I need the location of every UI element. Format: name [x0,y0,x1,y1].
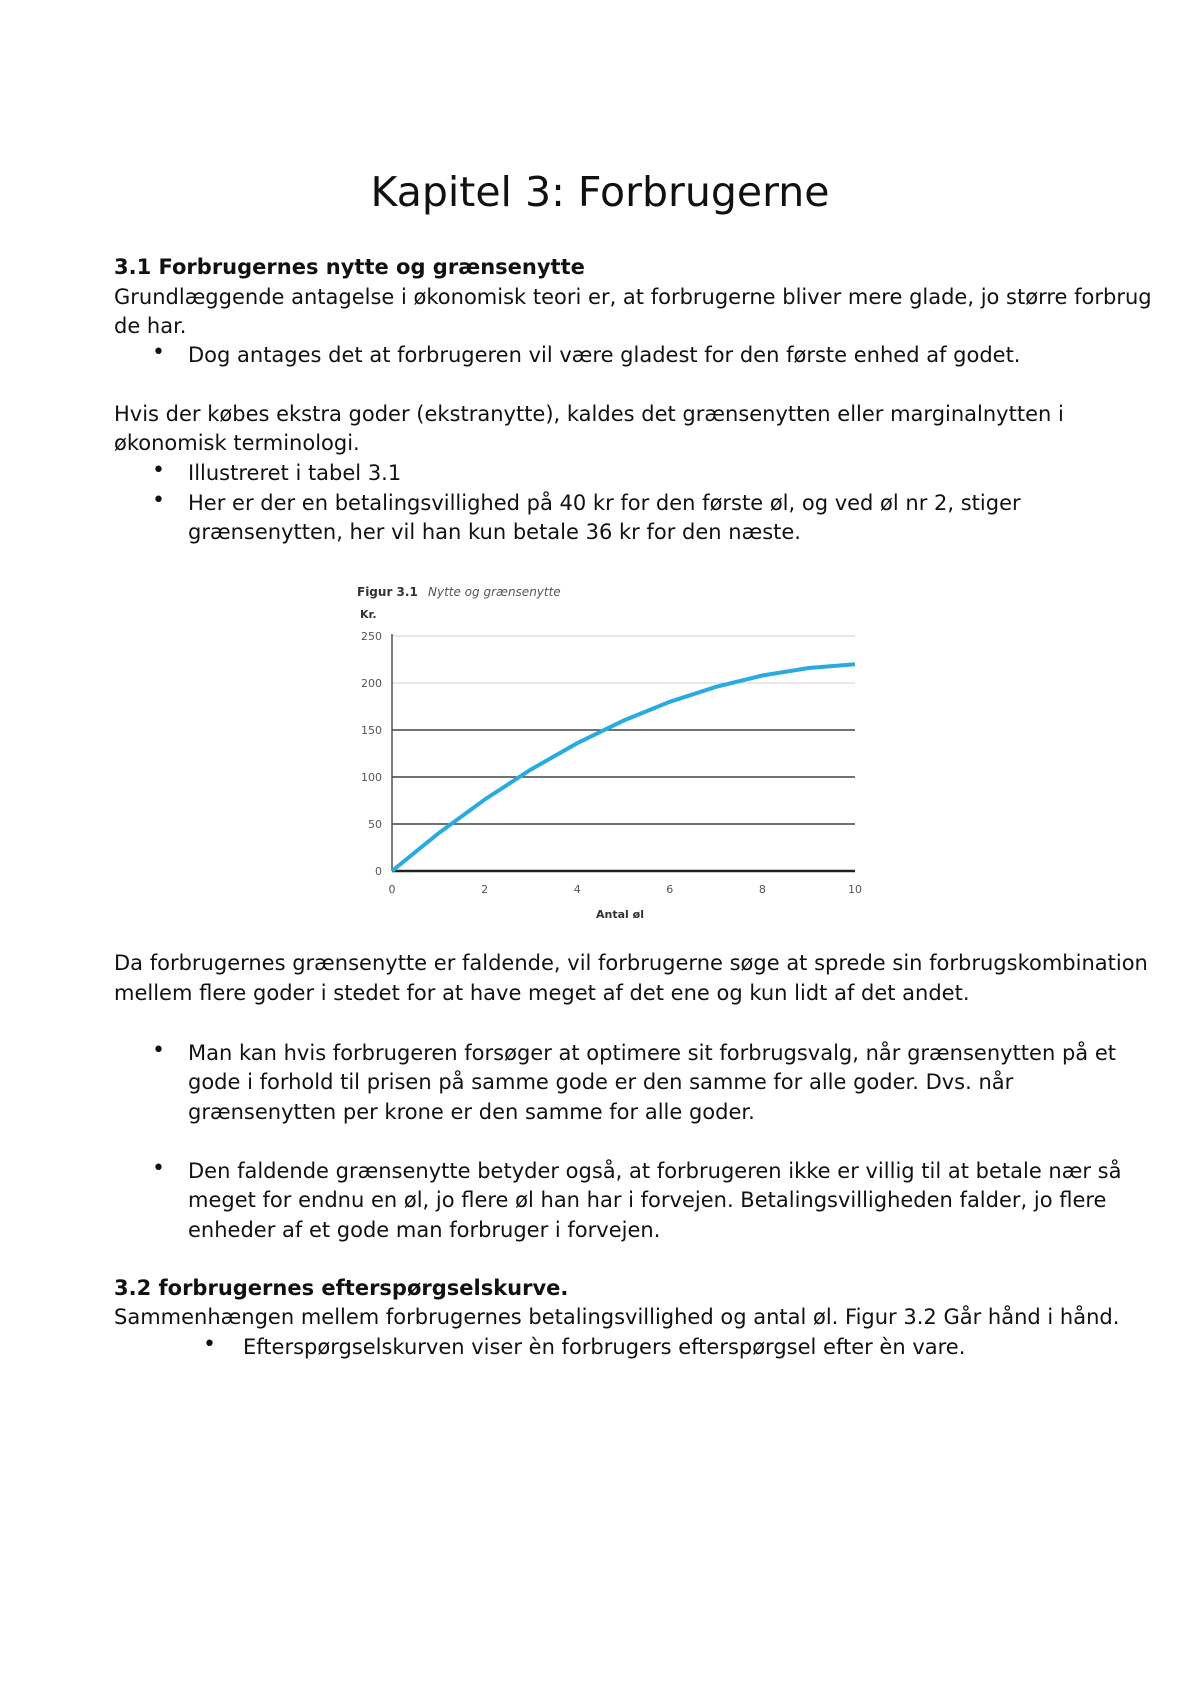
y-tick-label: 200 [361,677,382,690]
bullet-text: enheder af et gode man forbruger i forvejen. [188,1218,661,1242]
bullet-text: Dog antages det at forbrugeren vil være gladest for den første enhed af godet. [188,343,1021,367]
paragraph-line: de har. [114,314,187,338]
chart-subtitle: Nytte og grænsenytte [428,585,561,599]
bullet-icon: • [152,458,165,483]
x-tick-label: 0 [388,883,396,896]
y-tick-label: 0 [375,865,382,878]
paragraph-line: økonomisk terminologi. [114,431,360,455]
x-tick-label: 8 [758,883,766,896]
bullet-text: grænsenytten, her vil han kun betale 36 kr for den næste. [188,520,801,544]
paragraph-line: Da forbrugernes grænsenytte er faldende, vil forbrugerne søge at sprede sin forbrugskombination [114,951,1148,975]
section-heading-3-2: 3.2 forbrugernes efterspørgselskurve. [114,1276,569,1300]
x-tick-label: 4 [573,883,581,896]
chart-title: Figur 3.1 [357,585,418,599]
y-tick-label: 150 [361,724,382,737]
bullet-text: Den faldende grænsenytte betyder også, at forbrugeren ikke er villig til at betale nær så [188,1159,1122,1183]
bullet-icon: • [152,1156,165,1181]
bullet-text: Man kan hvis forbrugeren forsøger at optimere sit forbrugsvalg, når grænsenytten på et [188,1041,1116,1065]
bullet-text: Efterspørgselskurven viser èn forbrugers efterspørgsel efter èn vare. [243,1335,966,1359]
bullet-text: Illustreret i tabel 3.1 [188,461,402,485]
paragraph-line: mellem flere goder i stedet for at have meget af det ene og kun lidt af det andet. [114,981,970,1005]
x-axis-label: Antal øl [596,908,644,921]
bullet-icon: • [152,488,165,513]
utility-curve [392,664,855,871]
bullet-icon: • [152,1038,165,1063]
section-heading-3-1: 3.1 Forbrugernes nytte og grænsenytte [114,255,585,279]
x-tick-label: 6 [666,883,674,896]
y-tick-label: 250 [361,630,382,643]
paragraph-line: Sammenhængen mellem forbrugernes betalingsvillighed og antal øl. Figur 3.2 Går hånd i hånd. [114,1305,1120,1329]
x-tick-label: 10 [848,883,862,896]
paragraph-line: Hvis der købes ekstra goder (ekstranytte), kaldes det grænsenytten eller marginalnytten i [114,402,1064,426]
bullet-icon: • [152,340,165,365]
bullet-text: meget for endnu en øl, jo flere øl han har i forvejen. Betalingsvilligheden falder, jo flere [188,1188,1107,1212]
bullet-text: grænsenytten per krone er den samme for alle goder. [188,1100,755,1124]
bullet-icon: • [203,1332,216,1357]
y-tick-label: 100 [361,771,382,784]
paragraph-line: Grundlæggende antagelse i økonomisk teori er, at forbrugerne bliver mere glade, jo større forbrug [114,285,1152,309]
bullet-text: gode i forhold til prisen på samme gode er den samme for alle goder. Dvs. når [188,1070,1014,1094]
page-title: Kapitel 3: Forbrugerne [370,168,830,216]
y-tick-label: 50 [368,818,382,831]
bullet-text: Her er der en betalingsvillighed på 40 kr for den første øl, og ved øl nr 2, stiger [188,491,1021,515]
y-axis-label: Kr. [360,608,377,621]
figure-3-1-chart [340,574,870,934]
x-tick-label: 2 [481,883,489,896]
